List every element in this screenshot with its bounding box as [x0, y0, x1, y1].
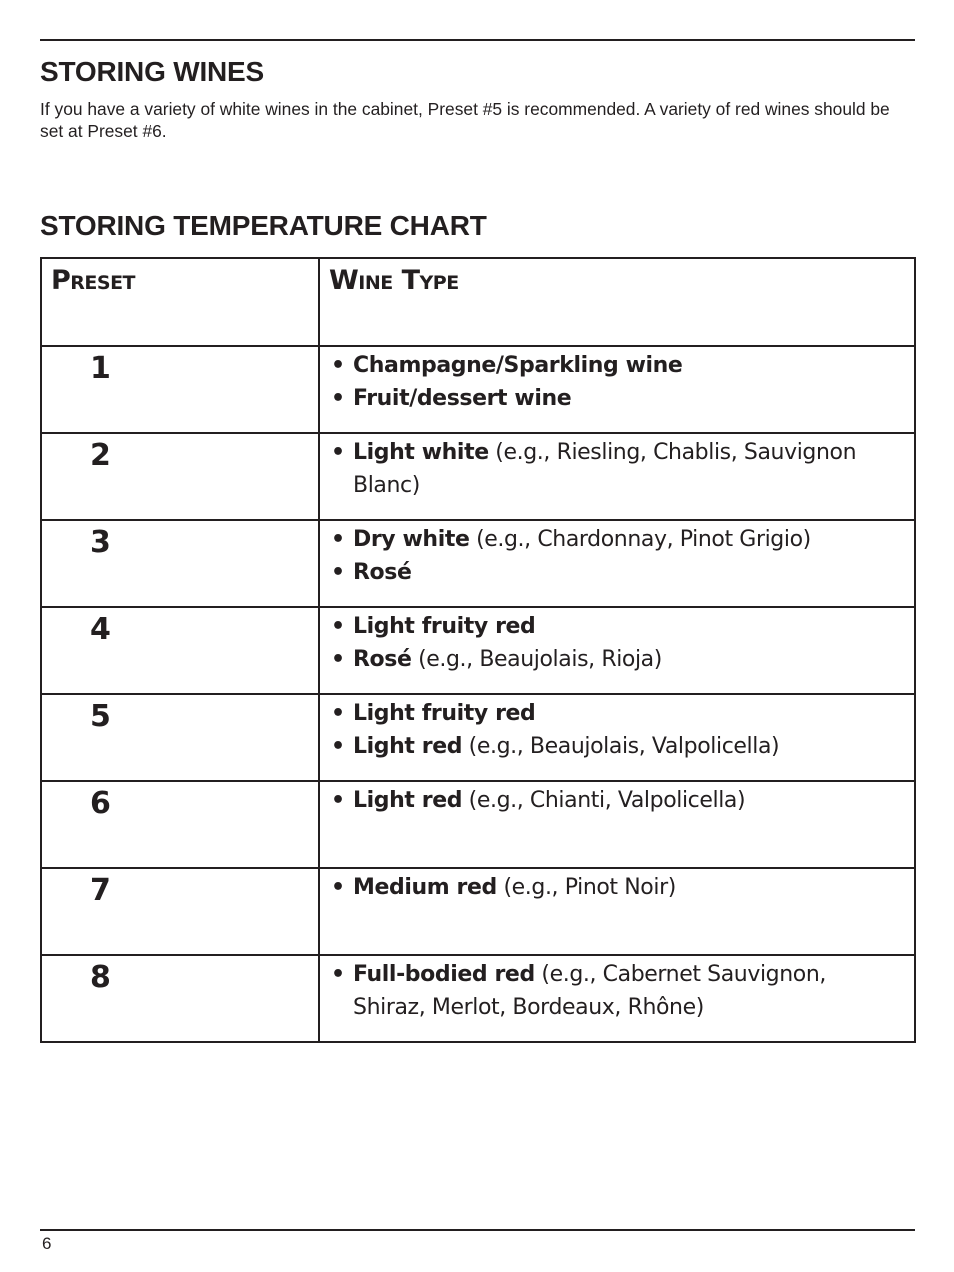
section-title: STORING WINES	[40, 56, 265, 87]
preset-cell	[41, 520, 319, 607]
wine-type-name: Fruit/dessert wine	[353, 386, 572, 411]
preset-number: 7	[90, 873, 111, 908]
wine-type-name: Light white	[353, 440, 489, 465]
wine-type-list	[320, 347, 914, 415]
wine-type-item	[331, 610, 896, 643]
wine-type-name: Rosé	[353, 560, 412, 585]
table-row	[41, 346, 915, 433]
wine-type-list	[320, 695, 914, 763]
header-cell-preset	[41, 258, 319, 346]
wine-type-list	[320, 608, 914, 676]
preset-number: 2	[90, 438, 111, 473]
wine-type-name: Light fruity red	[353, 701, 536, 726]
wine-type-cell	[319, 694, 915, 781]
wine-type-item	[331, 871, 896, 904]
wine-type-item	[331, 523, 896, 556]
wine-type-examples: (e.g., Chardonnay, Pinot Grigio)	[469, 527, 811, 552]
preset-cell	[41, 607, 319, 694]
wine-type-cell	[319, 346, 915, 433]
wine-type-cell	[319, 433, 915, 520]
wine-type-list	[320, 869, 914, 904]
wine-type-cell	[319, 781, 915, 868]
wine-type-item	[331, 730, 896, 763]
wine-type-item	[331, 382, 896, 415]
intro-text: If you have a variety of white wines in the cabinet, Preset #5 is recommended. A variety of red wines should be set at Preset #6.	[40, 99, 890, 141]
wine-type-item	[331, 643, 896, 676]
wine-type-cell	[319, 607, 915, 694]
table-row	[41, 433, 915, 520]
wine-type-name: Light fruity red	[353, 614, 536, 639]
top-rule	[40, 39, 915, 41]
preset-cell	[41, 433, 319, 520]
wine-type-item	[331, 784, 896, 817]
preset-cell	[41, 868, 319, 955]
table-row	[41, 520, 915, 607]
header-cell-wine-type	[319, 258, 915, 346]
wine-type-list	[320, 434, 914, 502]
table-header-row	[41, 258, 915, 346]
column-header-preset: Preset	[51, 265, 136, 296]
wine-type-name: Dry white	[353, 527, 470, 552]
table-row	[41, 694, 915, 781]
wine-type-item	[331, 556, 896, 589]
wine-type-examples: (e.g., Beaujolais, Rioja)	[411, 647, 662, 672]
wine-type-examples: (e.g., Beaujolais, Valpolicella)	[462, 734, 780, 759]
wine-type-item	[331, 697, 896, 730]
table-row	[41, 781, 915, 868]
chart-title: STORING TEMPERATURE CHART	[40, 210, 487, 241]
wine-type-item	[331, 436, 896, 502]
preset-cell	[41, 346, 319, 433]
wine-type-name: Full-bodied red	[353, 962, 535, 987]
wine-type-list	[320, 956, 914, 1024]
preset-number: 5	[90, 699, 111, 734]
wine-type-examples: (e.g., Riesling, Chablis, Sauvignon Blanc)	[353, 440, 857, 498]
wine-type-examples: (e.g., Cabernet Sauvignon, Shiraz, Merlot, Bordeaux, Rhône)	[353, 962, 826, 1020]
preset-cell	[41, 955, 319, 1042]
wine-type-name: Light red	[353, 734, 463, 759]
wine-type-item	[331, 958, 896, 1024]
wine-type-list	[320, 782, 914, 817]
wine-type-cell	[319, 868, 915, 955]
preset-number: 6	[90, 786, 111, 821]
wine-type-cell	[319, 520, 915, 607]
wine-type-name: Champagne/Sparkling wine	[353, 353, 683, 378]
wine-type-cell	[319, 955, 915, 1042]
preset-cell	[41, 694, 319, 781]
table-row	[41, 868, 915, 955]
column-header-wine-type: Wine Type	[329, 265, 459, 296]
wine-type-examples: (e.g., Chianti, Valpolicella)	[462, 788, 746, 813]
preset-number: 1	[90, 351, 111, 386]
wine-type-examples: (e.g., Pinot Noir)	[496, 875, 676, 900]
temperature-chart-table	[40, 257, 916, 1043]
preset-number: 3	[90, 525, 111, 560]
table-row	[41, 607, 915, 694]
table-row	[41, 955, 915, 1042]
wine-type-name: Medium red	[353, 875, 497, 900]
preset-number: 4	[90, 612, 111, 647]
wine-type-list	[320, 521, 914, 589]
wine-type-name: Light red	[353, 788, 463, 813]
wine-type-item	[331, 349, 896, 382]
wine-type-name: Rosé	[353, 647, 412, 672]
preset-cell	[41, 781, 319, 868]
bottom-rule	[40, 1229, 915, 1231]
page-number: 6	[42, 1234, 52, 1253]
preset-number: 8	[90, 960, 111, 995]
